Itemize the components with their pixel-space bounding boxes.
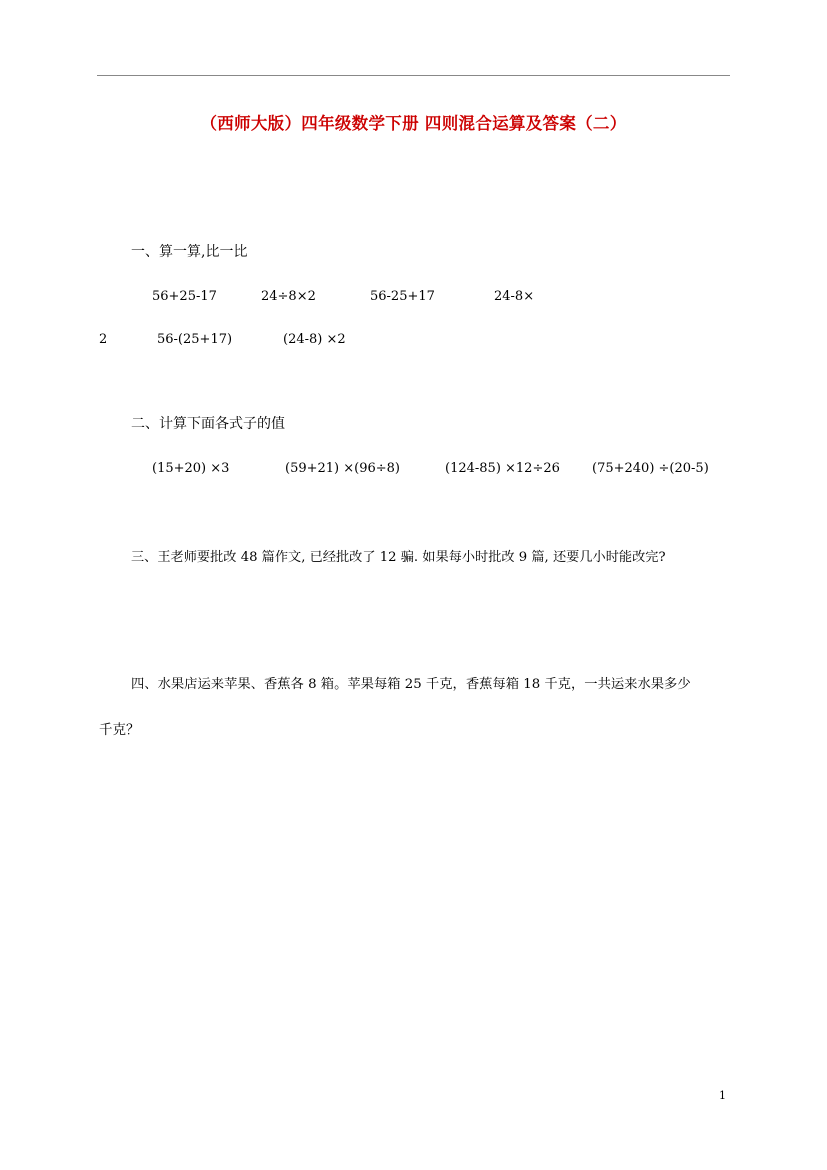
expression-item: 56+25-17	[152, 289, 217, 304]
section4-question-line2: 千克？	[99, 722, 140, 738]
expression-item: 24-8×	[494, 289, 535, 304]
expression-item: (24-8) ×2	[283, 332, 346, 347]
expression-item: 56-(25+17)	[157, 332, 233, 347]
section2-heading: 二、计算下面各式子的值	[131, 416, 285, 432]
document-title: （西师大版）四年级数学下册 四则混合运算及答案（二）	[200, 114, 627, 133]
expression-item: (75+240) ÷(20-5)	[592, 461, 709, 476]
expression-item: (59+21) ×(96÷8)	[285, 461, 400, 476]
expression-item: (15+20) ×3	[152, 461, 230, 476]
expression-item: 24÷8×2	[261, 289, 316, 304]
section4-question-line1: 四、水果店运来苹果、香蕉各 8 箱。苹果每箱 25 千克，香蕉每箱 18 千克，一共运来水果多少	[131, 677, 691, 692]
section3-question: 三、王老师要批改 48 篇作文, 已经批改了 12 骗. 如果每小时批改 9 篇, 还要几小时能改完?	[131, 550, 666, 565]
expression-item: 56-25+17	[370, 289, 435, 304]
expression-item: (124-85) ×12÷26	[445, 461, 560, 476]
section1-heading: 一、算一算,比一比	[131, 244, 248, 260]
header-rule	[97, 75, 730, 76]
expression-item: 2	[99, 332, 108, 347]
page-number: 1	[719, 1089, 726, 1102]
